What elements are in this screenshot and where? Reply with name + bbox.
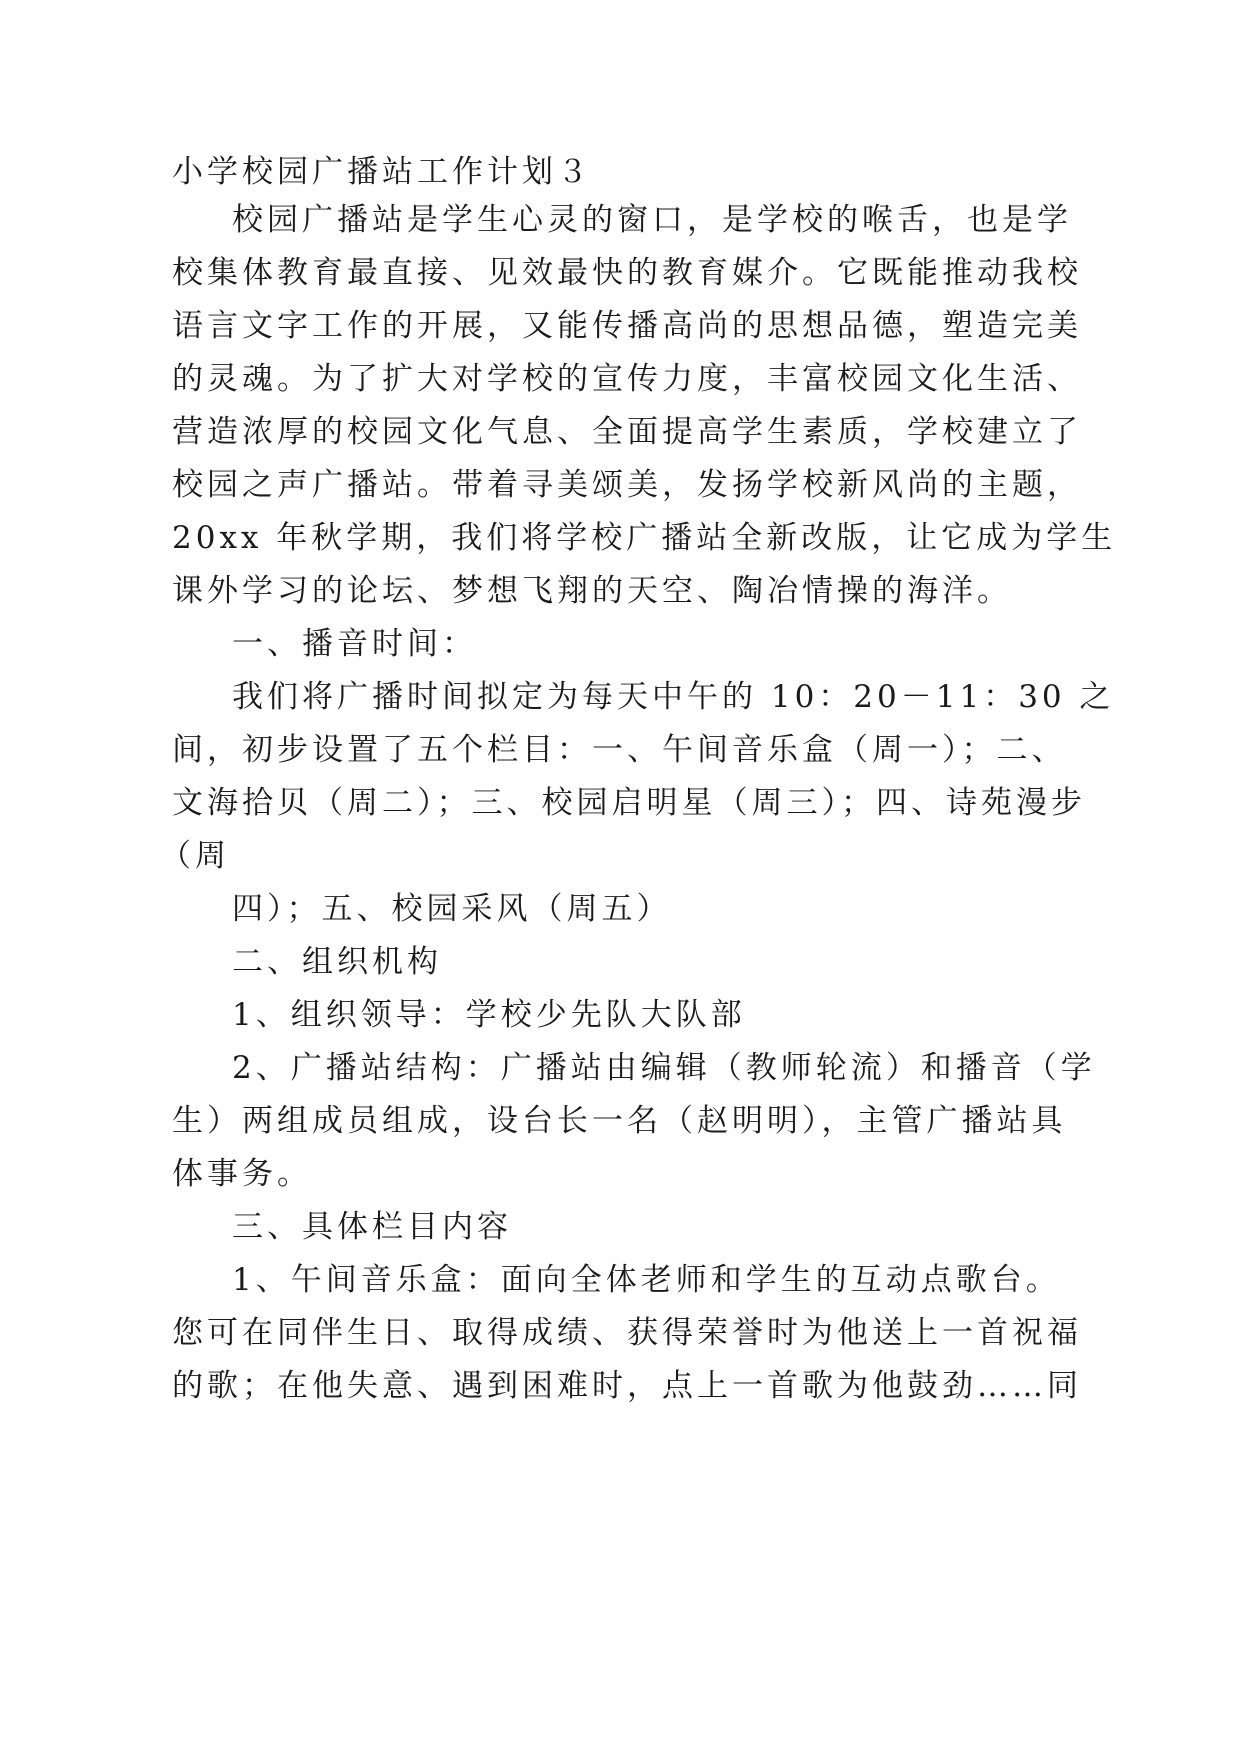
text-line: 生）两组成员组成，设台长一名（赵明明），主管广播站具 [172,1103,1067,1139]
text-line: 校园广播站是学生心灵的窗口，是学校的喉舌，也是学 [232,202,1072,238]
text-line: 的灵魂。为了扩大对学校的宣传力度，丰富校园文化生活、 [172,361,1082,397]
section-heading: 三、具体栏目内容 [232,1209,512,1245]
text-line: 我们将广播时间拟定为每天中午的 10：20－11：30 之 [232,679,1115,715]
text-line: 四）；五、校园采风（周五） [232,891,672,927]
text-line: 校园之声广播站。带着寻美颂美，发扬学校新风尚的主题， [172,467,1082,503]
text-line: 体事务。 [172,1156,312,1192]
section-heading: 一、播音时间： [232,626,477,662]
text-line: 语言文字工作的开展，又能传播高尚的思想品德，塑造完美 [172,308,1082,344]
text-line: 20xx 年秋学期，我们将学校广播站全新改版，让它成为学生 [172,520,1117,556]
text-line: 2、广播站结构：广播站由编辑（教师轮流）和播音（学 [232,1050,1096,1086]
text-line: 您可在同伴生日、取得成绩、获得荣誉时为他送上一首祝福 [172,1315,1082,1351]
document-title: 小学校园广播站工作计划３ [172,154,592,190]
text-line: 营造浓厚的校园文化气息、全面提高学生素质，学校建立了 [172,414,1082,450]
text-line: 间，初步设置了五个栏目：一、午间音乐盒（周一）；二、 [172,732,1067,768]
section-heading: 二、组织机构 [232,944,442,980]
text-line: 校集体教育最直接、见效最快的教育媒介。它既能推动我校 [172,255,1082,291]
text-line: 的歌；在他失意、遇到困难时，点上一首歌为他鼓劲……同 [172,1368,1082,1404]
text-line: 课外学习的论坛、梦想飞翔的天空、陶冶情操的海洋。 [172,573,1012,609]
text-line: 文海拾贝（周二）；三、校园启明星（周三）；四、诗苑漫步 [172,785,1086,821]
text-line: 1、组织领导：学校少先队大队部 [232,997,746,1033]
text-line: （周 [160,838,230,874]
text-line: 1、午间音乐盒：面向全体老师和学生的互动点歌台。 [232,1262,1061,1298]
